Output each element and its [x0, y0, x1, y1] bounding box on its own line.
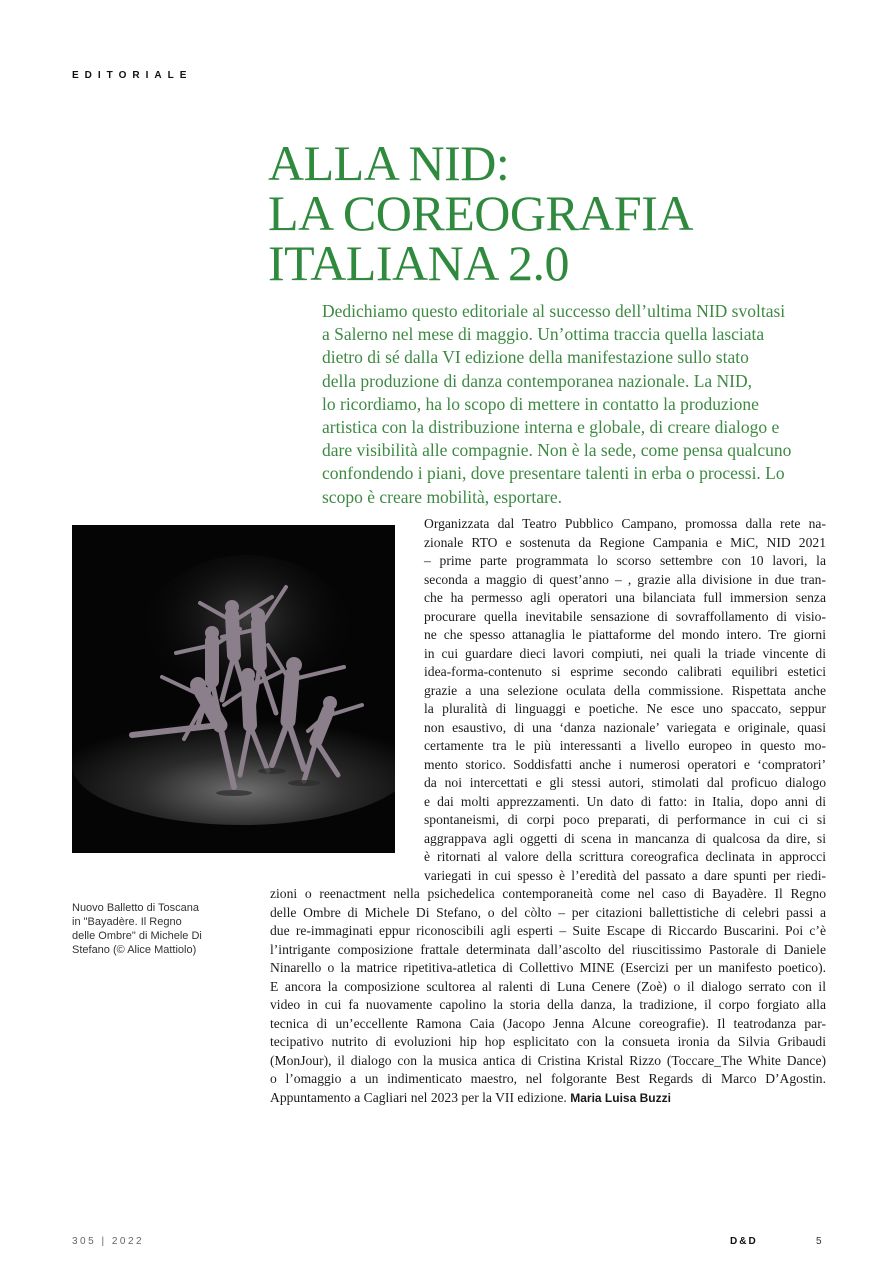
- magazine-name: D&D: [730, 1236, 758, 1247]
- lead-line: confondendo i piani, dove presentare talenti in erba o processi. Lo: [322, 463, 785, 484]
- body-line: e dai molti apprezzamenti. Un dato di fatto: in Italia, dopo anni di: [424, 793, 826, 809]
- title-line: ITALIANA 2.0: [268, 235, 570, 291]
- body-line: zionale RTO e sostenuta da Regione Campania e MiC, NID 2021: [424, 534, 826, 550]
- lead-line: dare visibilità alle compagnie. Non è la sede, come pensa qualcuno: [322, 440, 792, 461]
- section-label: EDITORIALE: [72, 70, 193, 81]
- photo-caption: [72, 901, 242, 957]
- body-line: due re-immaginati eppur riconoscibili agli esperti – Suite Escape di Riccardo Buscarini. Poi c’è: [270, 923, 826, 938]
- lead-line: lo ricordiamo, ha lo scopo di mettere in contatto la produzione: [322, 393, 759, 414]
- body-line: da noi intercettati e gli stessi autori, stimolati dal proficuo dialogo: [424, 775, 826, 790]
- dance-photo: [72, 525, 395, 853]
- lead-line: artistica con la distribuzione interna e globale, di creare dialogo e: [322, 417, 780, 438]
- body-line: spontaneismi, di corpi poco preparati, di performance in cui ci si: [424, 812, 826, 827]
- lead-line: dietro di sé dalla VI edizione della manifestazione sullo stato: [322, 347, 749, 368]
- body-line: delle Ombre di Michele Di Stefano, o del còlto – per citazioni ballettistiche di celebri passi a: [270, 904, 826, 920]
- article-title: [268, 135, 828, 291]
- body-line: non esaustivo, di una ‘danza nazionale’ variegata e originale, quasi: [424, 719, 826, 735]
- body-line: procurare quella inevitabile sensazione di sovraffollamento di visio-: [424, 608, 826, 624]
- body-line: – prime parte programmata lo scorso settembre con 10 lavori, la: [424, 553, 826, 568]
- lead-line: della produzione di danza contemporanea nazionale. La NID,: [322, 370, 753, 391]
- author-name: Maria Luisa Buzzi: [570, 1090, 671, 1105]
- lead-line: a Salerno nel mese di maggio. Un’ottima traccia quella lasciata: [322, 324, 765, 345]
- caption-line: in "Bayadère. Il Regno: [72, 916, 182, 928]
- lead-line: scopo è creare mobilità, esportare.: [322, 486, 563, 507]
- body-line: certamente tra le più interessanti a livello europeo in questo mo-: [424, 738, 826, 753]
- body-line: seconda a maggio di quest’anno – , grazie alla divisione in due tran-: [424, 571, 826, 587]
- body-line: variegati in cui spesso è l’eredità del passato a dare spunti per riedi-: [424, 867, 826, 883]
- body-line: (MonJour), il dialogo con la musica antica di Cristina Kristal Rizzo (Toccare_The White Dance): [270, 1052, 826, 1068]
- body-line: la pluralità di linguaggi e poetiche. Ne esce uno spaccato, seppur: [424, 701, 826, 716]
- issue-number: 305 | 2022: [72, 1236, 145, 1247]
- body-line: o l’omaggio a un indimenticato maestro, nel folgorante Best Regards di Marco D’Agostin.: [270, 1071, 826, 1086]
- body-line: Organizzata dal Teatro Pubblico Campano, promossa dalla rete na-: [424, 516, 826, 531]
- page-number: 5: [816, 1236, 822, 1247]
- lead-paragraph: [322, 300, 822, 509]
- caption-line: delle Ombre" di Michele Di: [72, 930, 202, 942]
- body-line: grazie a una selezione oculata della commissione. Rispettata anche: [424, 682, 826, 698]
- dancers-illustration: [72, 525, 395, 853]
- body-line: mento storico. Soddisfatti anche i numerosi operatori e ‘compratori’: [424, 756, 826, 772]
- body-line: aggrappava agli oggetti di scena in mancanza di qualcosa da dire, si: [424, 830, 826, 846]
- body-line: è ritornati al valore della scrittura coreografica declinata in approcci: [424, 849, 826, 864]
- body-line: idea-forma-contenuto si esprime secondo calibrati equilibri estetici: [424, 664, 826, 679]
- title-line: LA COREOGRAFIA: [268, 185, 693, 241]
- body-line: tecipativo nutrito di evoluzioni hip hop esplicitato con la consueta ironia da Silvia Gribaudi: [270, 1034, 826, 1049]
- body-line: in cui guardare dieci lavori compiuti, nei quali la triade vincente di: [424, 645, 826, 661]
- lead-line: Dedichiamo questo editoriale al successo dell’ultima NID svoltasi: [322, 301, 786, 321]
- body-line: che ha permesso agli operatori una bilanciata full immersion senza: [424, 590, 826, 605]
- title-line: ALLA NID:: [268, 135, 510, 191]
- body-line: tecnica di un’eccellente Ramona Caia (Jacopo Jenna Alcune coreografie). Il teatrodanza par-: [270, 1015, 826, 1031]
- body-line: l’intrigante composizione frattale determinata dall’ascolto del riuscitissimo Pastorale di Daniele: [270, 941, 826, 957]
- caption-line: Stefano (© Alice Mattiolo): [72, 944, 197, 956]
- body-line: ne che spesso attanaglia le piattaforme del mondo intero. Tre giorni: [424, 627, 826, 642]
- body-last-line: [270, 1089, 826, 1108]
- body-line: video in cui fa nuovamente capolino la storia della danza, la tradizione, il corpo forgiato alla: [270, 997, 826, 1012]
- body-line: E ancora la composizione scultorea al ralenti di Luna Cenere (Zoè) o il dialogo serrato con il: [270, 978, 826, 994]
- body-line: Appuntamento a Cagliari nel 2023 per la VII edizione.: [270, 1089, 567, 1105]
- caption-line: Nuovo Balletto di Toscana: [72, 902, 199, 914]
- body-line: zioni o reenactment nella psichedelica contemporaneità come nel caso di Bayadère. Il Regno: [270, 886, 826, 901]
- body-line: Ninarello o la matrice ripetitiva-atletica di Collettivo MINE (Esercizi per un manifesto poetico).: [270, 960, 826, 975]
